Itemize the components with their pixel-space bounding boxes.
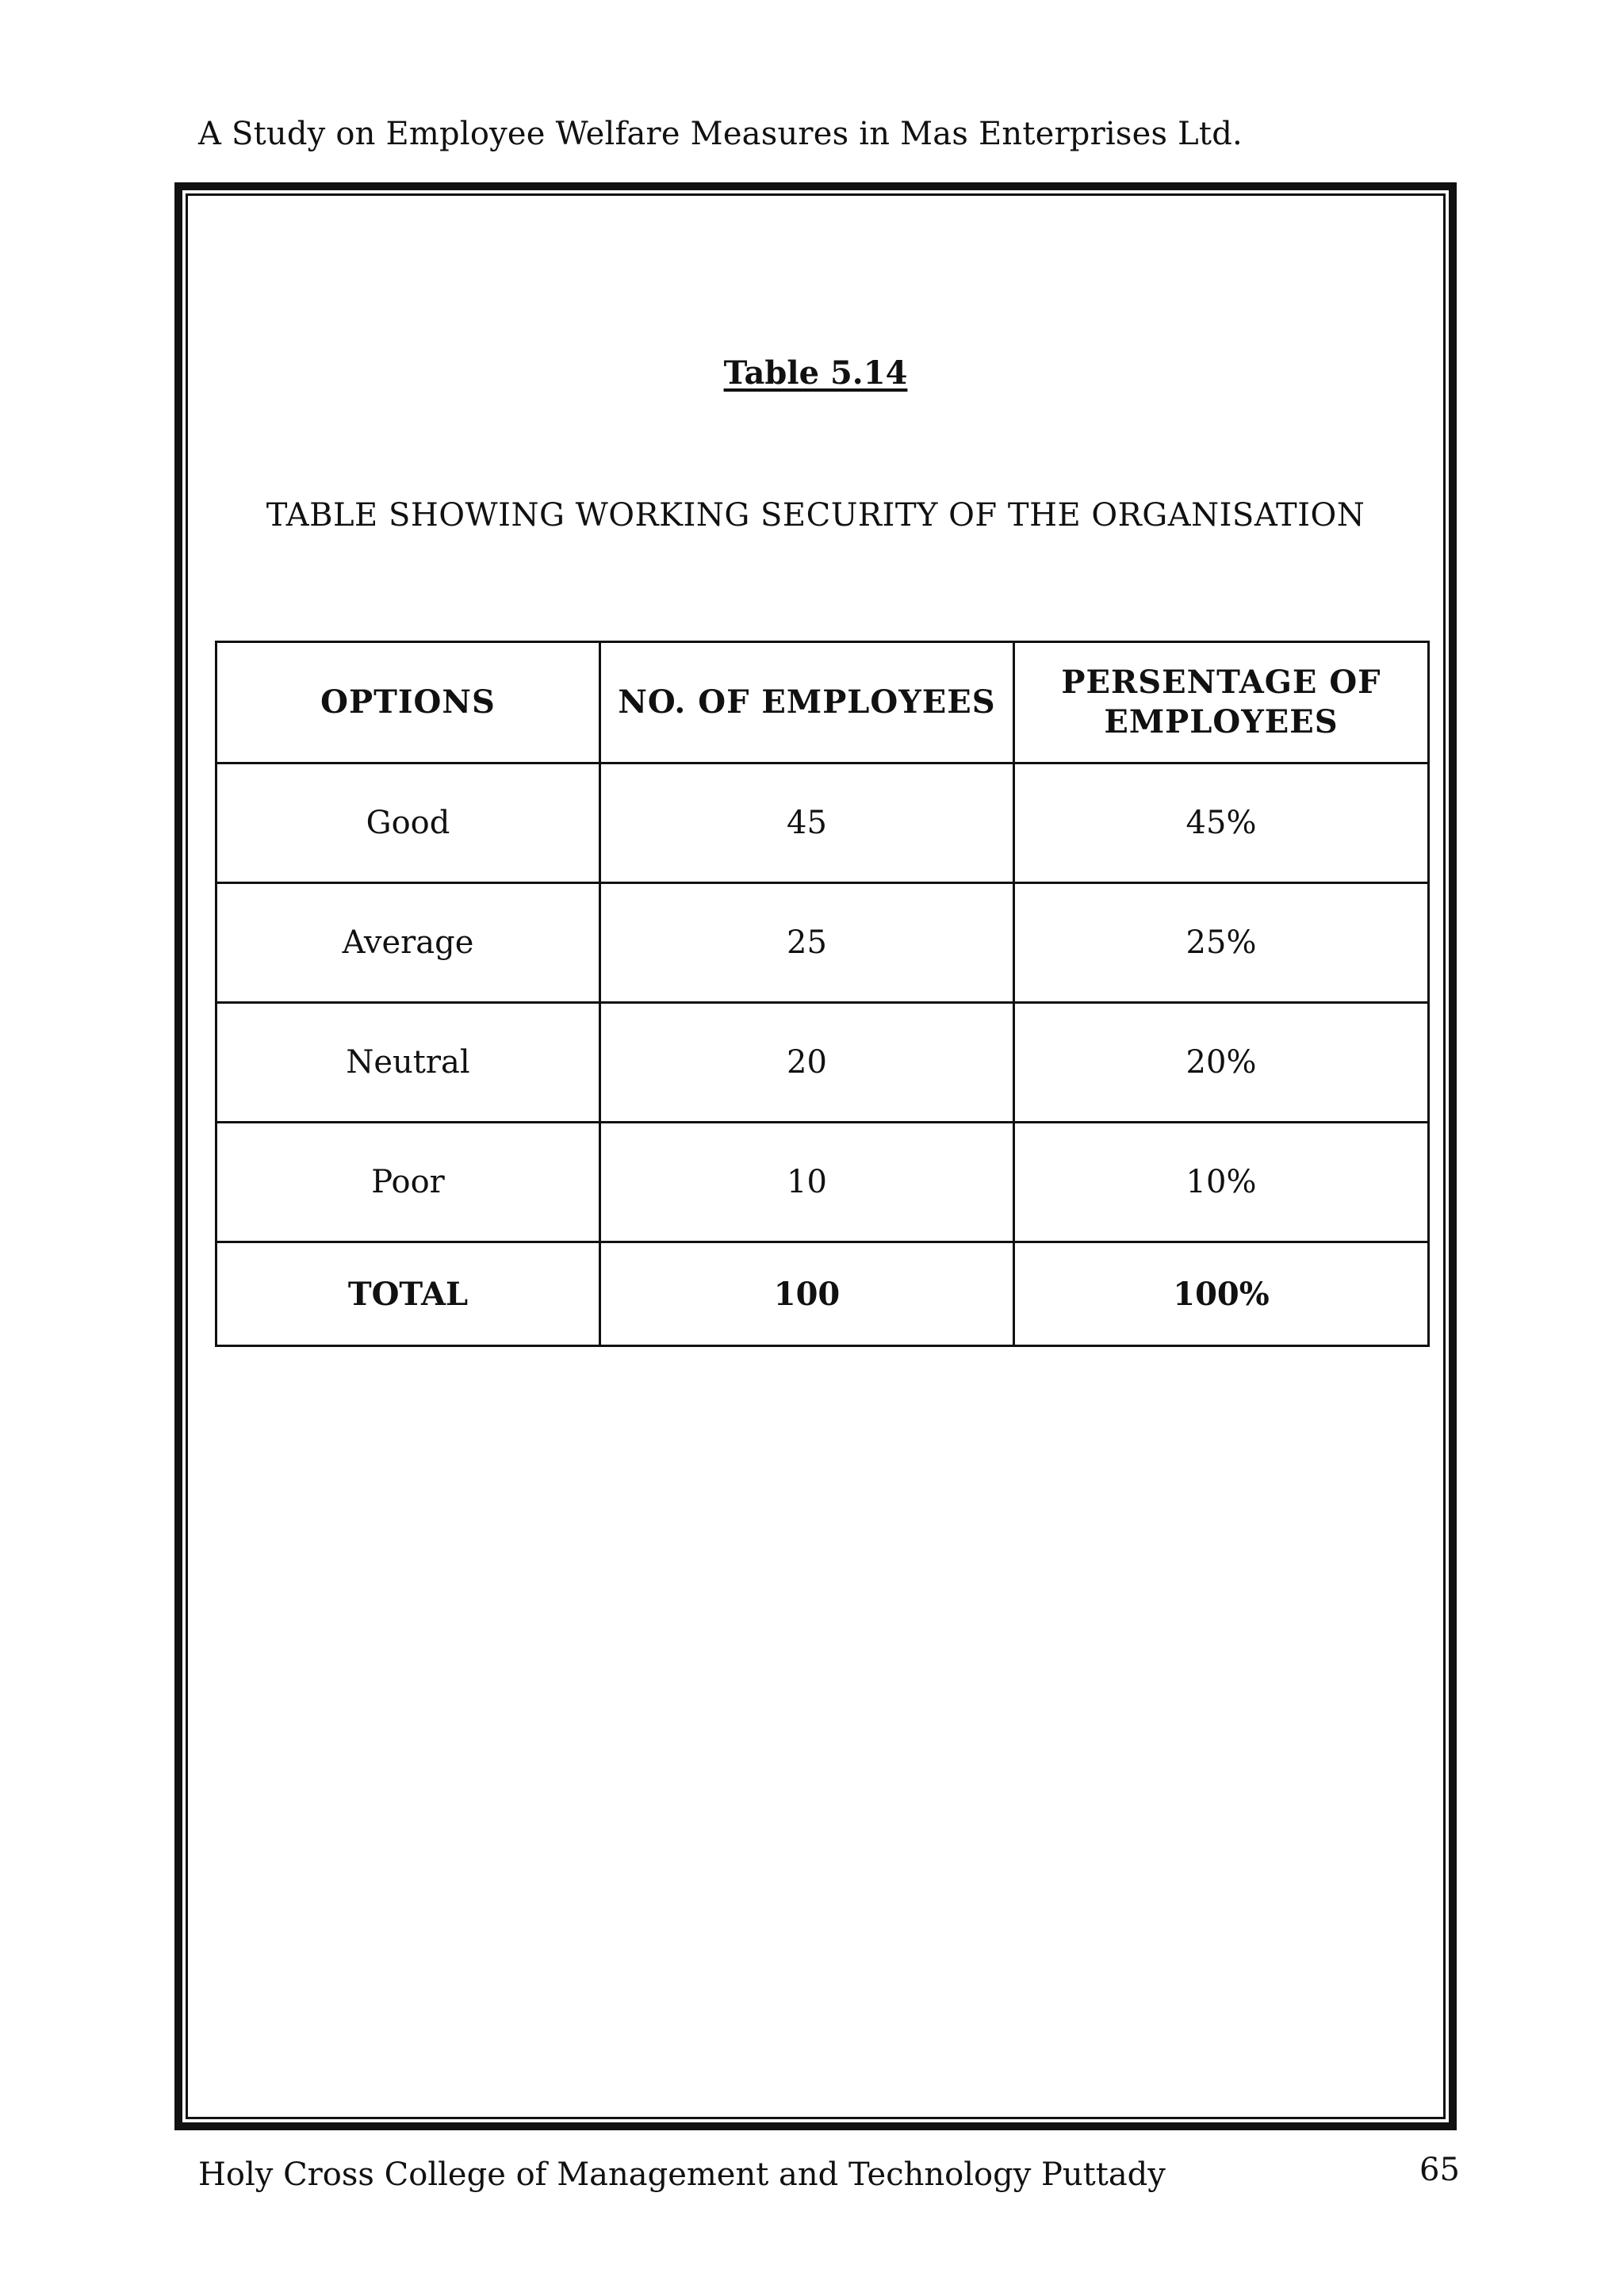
column-header-options: OPTIONS	[216, 642, 600, 763]
cell-employee-count: 20	[600, 1003, 1014, 1123]
cell-employee-count: 25	[600, 883, 1014, 1003]
cell-total-count: 100	[600, 1242, 1014, 1346]
page-border-inner	[186, 193, 1446, 2119]
table-row	[216, 1003, 1429, 1123]
cell-percentage: 45%	[1014, 763, 1429, 883]
table-header-row	[216, 642, 1429, 763]
page-border	[174, 182, 1457, 2130]
cell-percentage: 25%	[1014, 883, 1429, 1003]
cell-option: Poor	[216, 1123, 600, 1242]
cell-total-label: TOTAL	[216, 1242, 600, 1346]
data-table	[215, 641, 1430, 1347]
cell-option: Good	[216, 763, 600, 883]
cell-option: Neutral	[216, 1003, 600, 1123]
column-header-employee-count: NO. OF EMPLOYEES	[600, 642, 1014, 763]
table-total-row	[216, 1242, 1429, 1346]
table-row	[216, 763, 1429, 883]
page-number: 65	[1419, 2152, 1460, 2188]
column-header-employee-percentage: PERSENTAGE OF EMPLOYEES	[1014, 642, 1429, 763]
cell-employee-count: 10	[600, 1123, 1014, 1242]
table-number: Table 5.14	[723, 354, 908, 392]
running-footer: Holy Cross College of Management and Technology Puttady	[198, 2156, 1166, 2193]
table-row	[216, 883, 1429, 1003]
cell-option: Average	[216, 883, 600, 1003]
cell-employee-count: 45	[600, 763, 1014, 883]
table-row	[216, 1123, 1429, 1242]
cell-total-percentage: 100%	[1014, 1242, 1429, 1346]
cell-percentage: 20%	[1014, 1003, 1429, 1123]
cell-percentage: 10%	[1014, 1123, 1429, 1242]
table-caption: TABLE SHOWING WORKING SECURITY OF THE ORGANISATION	[266, 497, 1365, 534]
running-header: A Study on Employee Welfare Measures in Mas Enterprises Ltd.	[198, 116, 1243, 152]
